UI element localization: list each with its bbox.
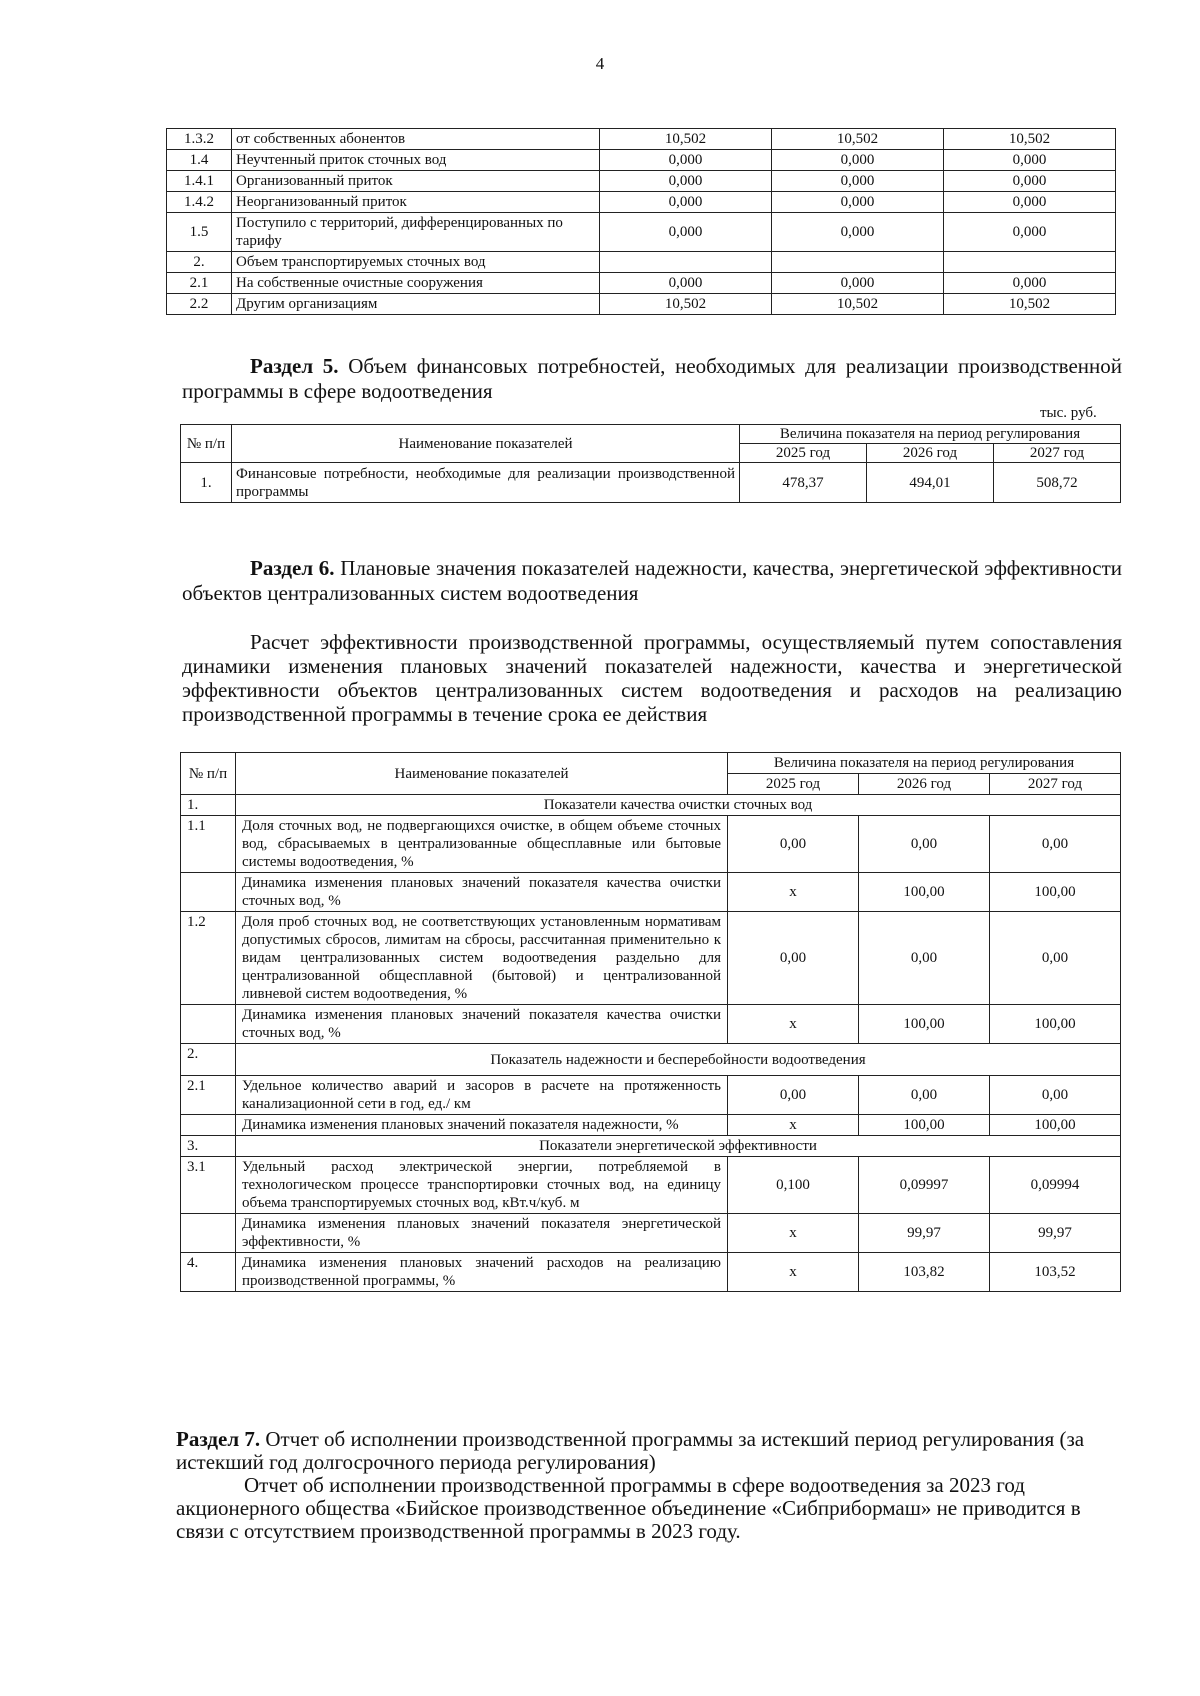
- value-2025: х: [728, 1253, 859, 1292]
- wastewater-volume-table: [166, 128, 1116, 315]
- value-2025: 0,000: [600, 213, 772, 252]
- row-num: 1.: [181, 463, 232, 503]
- col-period-header: Величина показателя на период регулирования: [740, 425, 1121, 444]
- section-5-title: Объем финансовых потребностей, необходимых для реализации производственной программы в сфере водоотведения: [182, 354, 1122, 403]
- row-name: Динамика изменения плановых значений расходов на реализацию производственной программы, %: [236, 1253, 728, 1292]
- row-name: Удельное количество аварий и засоров в расчете на протяженность канализационной сети в год, ед./ км: [236, 1076, 728, 1115]
- value-2026: 103,82: [859, 1253, 990, 1292]
- row-num: 1.4: [167, 150, 232, 171]
- section-6-label: Раздел 6.: [250, 556, 335, 580]
- row-name: Динамика изменения плановых значений показателя энергетической эффективности, %: [236, 1214, 728, 1253]
- row-name: Другим организациям: [232, 294, 600, 315]
- row-name: от собственных абонентов: [232, 129, 600, 150]
- section-7: [176, 1428, 1122, 1543]
- section-7-title: Отчет об исполнении производственной программы за истекший период регулирования (за истекший год долгосрочного периода регулирования): [176, 1427, 1085, 1474]
- value-2026: 99,97: [859, 1214, 990, 1253]
- value-2026: 494,01: [867, 463, 994, 503]
- table-row: [167, 252, 1116, 273]
- value-2025: 0,00: [728, 912, 859, 1005]
- row-num: 2.1: [181, 1076, 236, 1115]
- col-period-header: Величина показателя на период регулирования: [728, 753, 1121, 774]
- table-row: [181, 1157, 1121, 1214]
- table-row: [167, 129, 1116, 150]
- row-name: Удельный расход электрической энергии, потребляемой в технологическом процессе транспортировки сточных вод, на единицу объема транспортируемых сточных вод, кВт.ч/куб. м: [236, 1157, 728, 1214]
- value-2025: 0,000: [600, 171, 772, 192]
- value-2027: 0,09994: [990, 1157, 1121, 1214]
- row-name: Неучтенный приток сточных вод: [232, 150, 600, 171]
- row-num: 1.1: [181, 816, 236, 873]
- year-header: 2025 год: [740, 444, 867, 463]
- value-2027: 0,000: [944, 171, 1116, 192]
- section-6-paragraph: Расчет эффективности производственной программы, осуществляемый путем сопоставления динамики изменения плановых значений показателей надежности, качества и энергетической эффективности объектов централизованных систем водоотведения и расходов на реализацию производственной программы в течение срока ее действия: [182, 630, 1122, 726]
- section-row: [181, 1044, 1121, 1076]
- table-row: [181, 1214, 1121, 1253]
- table-row: [181, 912, 1121, 1005]
- value-2027: 0,00: [990, 816, 1121, 873]
- section-title: Показатель надежности и бесперебойности водоотведения: [236, 1044, 1121, 1076]
- section-6-title: Плановые значения показателей надежности, качества, энергетической эффективности объектов централизованных систем водоотведения: [182, 556, 1122, 605]
- value-2025: 0,00: [728, 816, 859, 873]
- row-name: Доля проб сточных вод, не соответствующих установленным нормативам допустимых сбросов, лимитам на сбросы, рассчитанная применительно к видам централизованных систем водоотведения раздельно для централизованной общесплавной (бытовой) и централизованной ливневой систем водоотведения, %: [236, 912, 728, 1005]
- value-2026: 100,00: [859, 873, 990, 912]
- col-num-header: № п/п: [181, 753, 236, 795]
- table-row: [181, 1076, 1121, 1115]
- row-name: Организованный приток: [232, 171, 600, 192]
- value-2025: 10,502: [600, 129, 772, 150]
- value-2027: 0,000: [944, 273, 1116, 294]
- value-2025: [600, 252, 772, 273]
- section-row: [181, 795, 1121, 816]
- row-name: Поступило с территорий, дифференцированных по тарифу: [232, 213, 600, 252]
- section-7-label: Раздел 7.: [176, 1427, 261, 1451]
- row-name: Доля сточных вод, не подвергающихся очистке, в общем объеме сточных вод, сбрасываемых в централизованные общесплавные или бытовые системы водоотведения, %: [236, 816, 728, 873]
- row-num: 1.3.2: [167, 129, 232, 150]
- value-2025: 0,000: [600, 273, 772, 294]
- value-2026: [772, 252, 944, 273]
- section-5-label: Раздел 5.: [250, 354, 339, 378]
- year-header: 2025 год: [728, 774, 859, 795]
- page-number: 4: [595, 54, 605, 73]
- section-7-text: Отчет об исполнении производственной программы в сфере водоотведения за 2023 год акционерного общества «Бийское производственное объединение «Сибприбормаш» не приводится в связи с отсутствием производственной программы в 2023 году.: [176, 1473, 1081, 1543]
- table-row: [167, 294, 1116, 315]
- value-2026: 100,00: [859, 1115, 990, 1136]
- table-row: [167, 273, 1116, 294]
- row-name: Финансовые потребности, необходимые для реализации производственной программы: [232, 463, 740, 503]
- row-num: 1.4.2: [167, 192, 232, 213]
- table-row: [181, 463, 1121, 503]
- reliability-indicators-table: [180, 752, 1121, 1292]
- col-name-header: Наименование показателей: [232, 425, 740, 463]
- value-2025: х: [728, 1115, 859, 1136]
- value-2025: 0,00: [728, 1076, 859, 1115]
- col-num-header: № п/п: [181, 425, 232, 463]
- value-2027: 0,00: [990, 1076, 1121, 1115]
- table-row: [167, 150, 1116, 171]
- value-2027: 103,52: [990, 1253, 1121, 1292]
- value-2027: 10,502: [944, 129, 1116, 150]
- row-num: 2.: [181, 1044, 236, 1076]
- row-name: Динамика изменения плановых значений показателя качества очистки сточных вод, %: [236, 1005, 728, 1044]
- row-num: 1.4.1: [167, 171, 232, 192]
- value-2026: 100,00: [859, 1005, 990, 1044]
- row-num: 2.2: [167, 294, 232, 315]
- value-2026: 0,000: [772, 150, 944, 171]
- table-row: [181, 816, 1121, 873]
- section-5-heading: [182, 354, 1122, 404]
- value-2026: 10,502: [772, 129, 944, 150]
- row-num: 2.1: [167, 273, 232, 294]
- value-2026: 10,502: [772, 294, 944, 315]
- value-2025: 10,502: [600, 294, 772, 315]
- col-name-header: Наименование показателей: [236, 753, 728, 795]
- section-row: [181, 1136, 1121, 1157]
- table-row: [167, 192, 1116, 213]
- row-num: 1.: [181, 795, 236, 816]
- value-2027: 0,000: [944, 213, 1116, 252]
- units-label: тыс. руб.: [1040, 405, 1097, 421]
- row-name: Динамика изменения плановых значений показателя надежности, %: [236, 1115, 728, 1136]
- value-2026: 0,000: [772, 171, 944, 192]
- value-2026: 0,000: [772, 273, 944, 294]
- value-2027: 100,00: [990, 1005, 1121, 1044]
- year-header: 2026 год: [859, 774, 990, 795]
- row-name: Динамика изменения плановых значений показателя качества очистки сточных вод, %: [236, 873, 728, 912]
- year-header: 2027 год: [994, 444, 1121, 463]
- value-2026: 0,000: [772, 213, 944, 252]
- financial-needs-table: [180, 424, 1121, 503]
- value-2027: 99,97: [990, 1214, 1121, 1253]
- value-2027: 508,72: [994, 463, 1121, 503]
- value-2027: 100,00: [990, 873, 1121, 912]
- value-2027: 0,000: [944, 192, 1116, 213]
- table-row: [181, 1005, 1121, 1044]
- value-2025: х: [728, 873, 859, 912]
- row-num: 3.: [181, 1136, 236, 1157]
- row-name: Объем транспортируемых сточных вод: [232, 252, 600, 273]
- value-2025: 0,000: [600, 192, 772, 213]
- value-2025: 0,100: [728, 1157, 859, 1214]
- row-num: 2.: [167, 252, 232, 273]
- value-2027: 100,00: [990, 1115, 1121, 1136]
- section-title: Показатели качества очистки сточных вод: [236, 795, 1121, 816]
- value-2025: х: [728, 1214, 859, 1253]
- table-row: [181, 873, 1121, 912]
- value-2027: 0,00: [990, 912, 1121, 1005]
- value-2026: 0,09997: [859, 1157, 990, 1214]
- value-2025: 0,000: [600, 150, 772, 171]
- value-2027: 10,502: [944, 294, 1116, 315]
- value-2025: х: [728, 1005, 859, 1044]
- year-header: 2026 год: [867, 444, 994, 463]
- value-2026: 0,00: [859, 816, 990, 873]
- row-num: 3.1: [181, 1157, 236, 1214]
- value-2026: 0,00: [859, 1076, 990, 1115]
- table-row: [167, 213, 1116, 252]
- table-row: [167, 171, 1116, 192]
- table-row: [181, 1115, 1121, 1136]
- section-title: Показатели энергетической эффективности: [236, 1136, 1121, 1157]
- row-num: 1.2: [181, 912, 236, 1005]
- row-num: 1.5: [167, 213, 232, 252]
- value-2025: 478,37: [740, 463, 867, 503]
- year-header: 2027 год: [990, 774, 1121, 795]
- value-2027: 0,000: [944, 150, 1116, 171]
- section-6-heading: [182, 556, 1122, 606]
- value-2026: 0,00: [859, 912, 990, 1005]
- row-name: Неорганизованный приток: [232, 192, 600, 213]
- row-name: На собственные очистные сооружения: [232, 273, 600, 294]
- row-num: 4.: [181, 1253, 236, 1292]
- value-2026: 0,000: [772, 192, 944, 213]
- table-row: [181, 1253, 1121, 1292]
- value-2027: [944, 252, 1116, 273]
